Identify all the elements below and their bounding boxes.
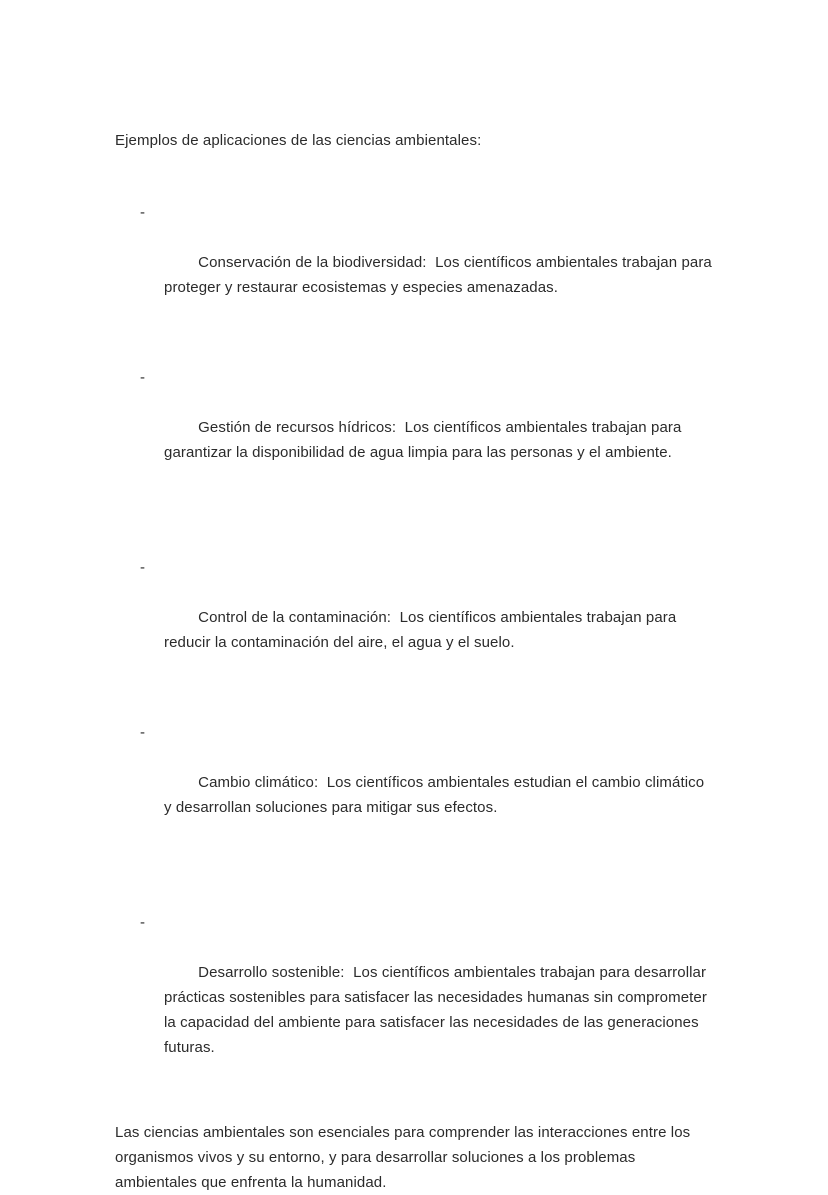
closing-paragraph: Las ciencias ambientales son esenciales para comprender las interacciones entre los organismos vivos y su entorno, y para desarrollar soluciones a los problemas ambientales que enfrenta la humanidad. bbox=[115, 1124, 695, 1191]
list-item bbox=[115, 200, 715, 325]
document-title: Ejemplos de aplicaciones de las ciencias ambientales: bbox=[115, 132, 482, 149]
bullet-dash-marker: - bbox=[140, 724, 146, 741]
list-item bbox=[115, 910, 715, 1085]
list-item-text: Gestión de recursos hídricos: Los científicos ambientales trabajan para garantizar la disponibilidad de agua limpia para las personas y el ambiente. bbox=[164, 419, 686, 461]
bullet-dash-marker: - bbox=[140, 559, 146, 576]
list-item-text: Cambio climático: Los científicos ambientales estudian el cambio climático y desarrollan soluciones para mitigar sus efectos. bbox=[164, 774, 709, 816]
bullet-list bbox=[115, 200, 715, 1085]
list-item bbox=[115, 555, 715, 680]
bullet-dash-marker: - bbox=[140, 369, 146, 386]
list-item bbox=[115, 365, 715, 490]
list-item-text: Desarrollo sostenible: Los científicos ambientales trabajan para desarrollar prácticas sostenibles para satisfacer las necesidades humanas sin comprometer la capacidad del ambiente para satisfacer las necesidades de las generaciones futuras. bbox=[164, 964, 712, 1056]
document-content bbox=[115, 0, 715, 1195]
list-item bbox=[115, 720, 715, 845]
bullet-dash-marker: - bbox=[140, 204, 146, 221]
bullet-dash-marker: - bbox=[140, 914, 146, 931]
list-item-text: Conservación de la biodiversidad: Los científicos ambientales trabajan para proteger y restaurar ecosistemas y especies amenazadas. bbox=[164, 254, 717, 296]
list-item-text: Control de la contaminación: Los científicos ambientales trabajan para reducir la contaminación del aire, el agua y el suelo. bbox=[164, 609, 681, 651]
